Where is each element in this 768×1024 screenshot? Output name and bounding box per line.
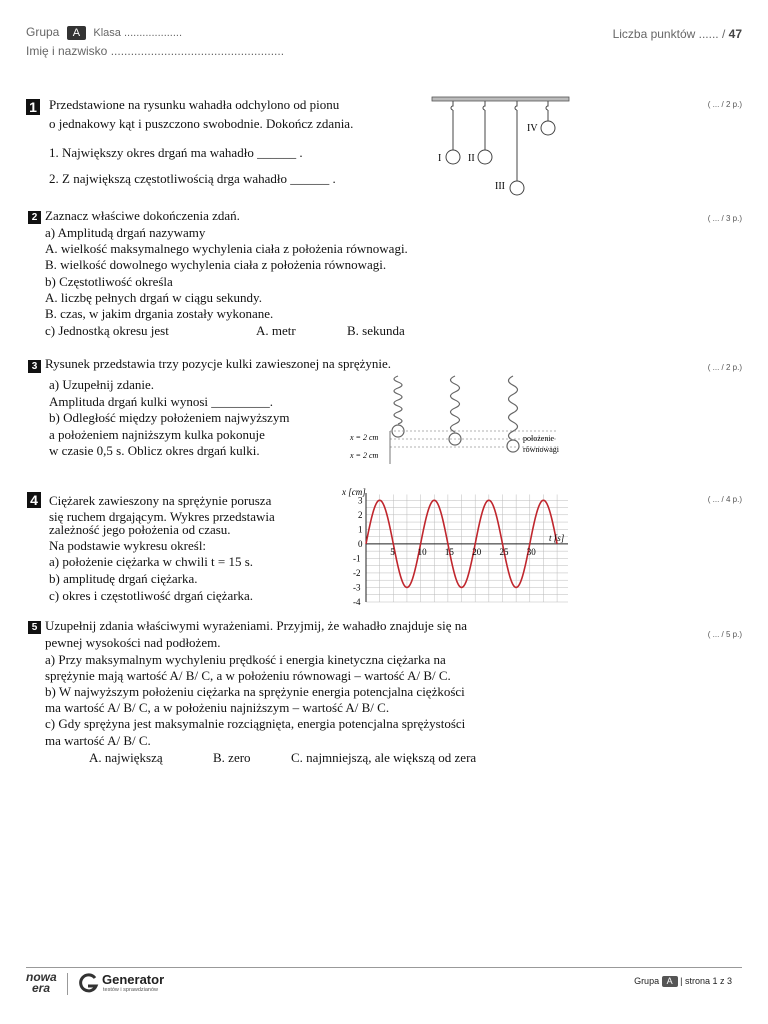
q2-line-4: b) Częstotliwość określa [45,274,173,289]
points-total-field [613,27,742,41]
generator-logo-icon [77,972,99,994]
q1-item1: 1. Największy okres drgań ma wahadło ______ . [49,145,303,160]
q4-line-5: b) amplitudę drgań ciężarka. [49,571,198,586]
q5-option-b: B. zero [213,750,251,765]
q5-line-1: pewnej wysokości nad podłożem. [45,635,221,650]
chart-y-axis-label: x [cm] [342,487,366,497]
y-tick-label: -2 [353,567,361,578]
spring-x1-label: x = 2 cm [350,433,379,442]
springs-figure [348,374,573,466]
y-tick-label: 3 [358,495,363,506]
q2-c-option-b: B. sekunda [347,323,405,338]
q1-line1: Przedstawione na rysunku wahadła odchylono od pionu [49,97,340,112]
footer-page-text: | strona 1 z 3 [680,976,732,986]
q5-option-a: A. największą [89,750,163,765]
pendulums-figure [428,93,573,205]
q3-intro: Rysunek przedstawia trzy pozycje kulki zawieszonej na sprężynie. [45,356,392,371]
name-label: Imię i nazwisko .................................................... [26,44,285,58]
logo-nowa: nowa [26,970,57,984]
generator-subtitle: testów i sprawdzianów [103,987,159,993]
y-tick-label: 1 [358,524,363,535]
generator-title: Generator [102,972,165,987]
q3-line-0: a) Uzupełnij zdanie. [49,377,155,392]
q2-c-text: c) Jednostką okresu jest [45,323,169,338]
footer-divider [26,967,742,968]
position-time-chart [336,484,572,608]
x-tick-label: 10 [417,546,427,557]
y-tick-label: 2 [358,509,363,520]
q2-line-5: A. liczbę pełnych drgań w ciągu sekundy. [45,290,262,305]
question-2-points: ( ... / 3 p.) [707,214,742,223]
points-total: 47 [728,27,742,41]
q3-line-4: w czasie 0,5 s. Oblicz okres drgań kulki. [49,443,260,458]
y-tick-label: -1 [353,553,361,564]
pendulum-label-2: II [468,153,475,164]
x-tick-label: 5 [390,546,395,557]
q5-line-5: ma wartość A/ B/ C, a w położeniu najniższym – wartość A/ B/ C. [45,700,390,715]
q4-line-2: zależność jego położenia od czasu. [49,522,231,537]
question-1-number: 1 [26,99,40,115]
q5-option-c: C. najmniejszą, ale większą od zera [291,750,477,765]
x-tick-label: 15 [444,546,454,557]
x-tick-label: 30 [526,546,536,557]
group-label: Grupa [26,25,60,39]
footer-group-label: Grupa [634,976,660,986]
q2-line-2: A. wielkość maksymalnego wychylenia ciała z położenia równowagi. [45,241,408,256]
footer-page-info [634,976,732,987]
spring-eq-label-1: położenie [523,434,555,443]
q4-line-4: a) położenie ciężarka w chwili t = 15 s. [49,554,254,569]
y-tick-label: -4 [353,597,361,607]
q5-line-2: a) Przy maksymalnym wychyleniu prędkość i energia kinetyczna ciężarka na [45,652,446,667]
logo-separator [67,973,68,995]
q2-line-6: B. czas, w jakim drgania zostały wykonane. [45,306,274,321]
nowa-era-logo [26,972,57,994]
q2-c-option-a: A. metr [256,323,296,338]
logo-era: era [32,981,51,995]
q5-line-0: Uzupełnij zdania właściwymi wyrażeniami. Przyjmij, że wahadło znajduje się na [45,618,467,633]
spring-x2-label: x = 2 cm [350,451,379,460]
group-badge: A [67,26,86,40]
q2-line-0: Zaznacz właściwe dokończenia zdań. [45,208,240,223]
question-5-number: 5 [28,621,41,634]
question-4-points: ( ... / 4 p.) [707,495,742,504]
q3-line-3: a położeniem najniższym kulka pokonuje [49,427,265,442]
pendulum-label-1: I [438,153,442,164]
q2-line-3: B. wielkość dowolnego wychylenia ciała z położenia równowagi. [45,257,387,272]
footer-group-badge: A [662,976,678,987]
q4-line-3: Na podstawie wykresu określ: [49,538,207,553]
points-label: Liczba punktów ...... / [612,27,726,41]
question-1-points: ( ... / 2 p.) [707,100,742,109]
q3-line-1: Amplituda drgań kulki wynosi _________. [49,394,274,409]
q5-line-4: b) W najwyższym położeniu ciężarka na sprężynie energia potencjalna ciężkości [45,684,465,699]
question-2-number: 2 [28,211,41,224]
question-5-points: ( ... / 5 p.) [707,630,742,639]
x-tick-label: 25 [499,546,509,557]
q5-line-6: c) Gdy sprężyna jest maksymalnie rozciągnięta, energia potencjalna sprężystości [45,716,466,731]
q4-line-1: się ruchem drgającym. Wykres przedstawia [49,509,275,524]
question-3-points: ( ... / 2 p.) [707,363,742,372]
q5-line-7: ma wartość A/ B/ C. [45,733,151,748]
q3-line-2: b) Odległość między położeniem najwyższym [49,410,290,425]
q2-line-1: a) Amplitudą drgań nazywamy [45,225,206,240]
group-field [26,25,182,40]
q4-line-6: c) okres i częstotliwość drgań ciężarka. [49,588,254,603]
y-tick-label: 0 [358,538,363,549]
q1-line2: o jednakowy kąt i puszczono swobodnie. Dokończ zdania. [49,116,354,131]
x-tick-label: 20 [472,546,482,557]
spring-eq-label-2: równowagi [523,445,559,454]
y-tick-label: -3 [353,582,361,593]
chart-x-axis-label: t [s] [549,533,565,543]
q4-line-0: Ciężarek zawieszony na sprężynie porusza [49,493,272,508]
pendulum-label-4: IV [527,123,538,134]
pendulum-label-3: III [495,181,505,192]
q5-line-3: sprężynie mają wartość A/ B/ C, a w położeniu równowagi – wartość A/ B/ C. [45,668,451,683]
question-3-number: 3 [28,360,41,373]
class-label: Klasa ................... [93,27,183,39]
q1-item2: 2. Z największą częstotliwością drga wahadło ______ . [49,171,336,186]
question-4-number: 4 [27,492,41,508]
